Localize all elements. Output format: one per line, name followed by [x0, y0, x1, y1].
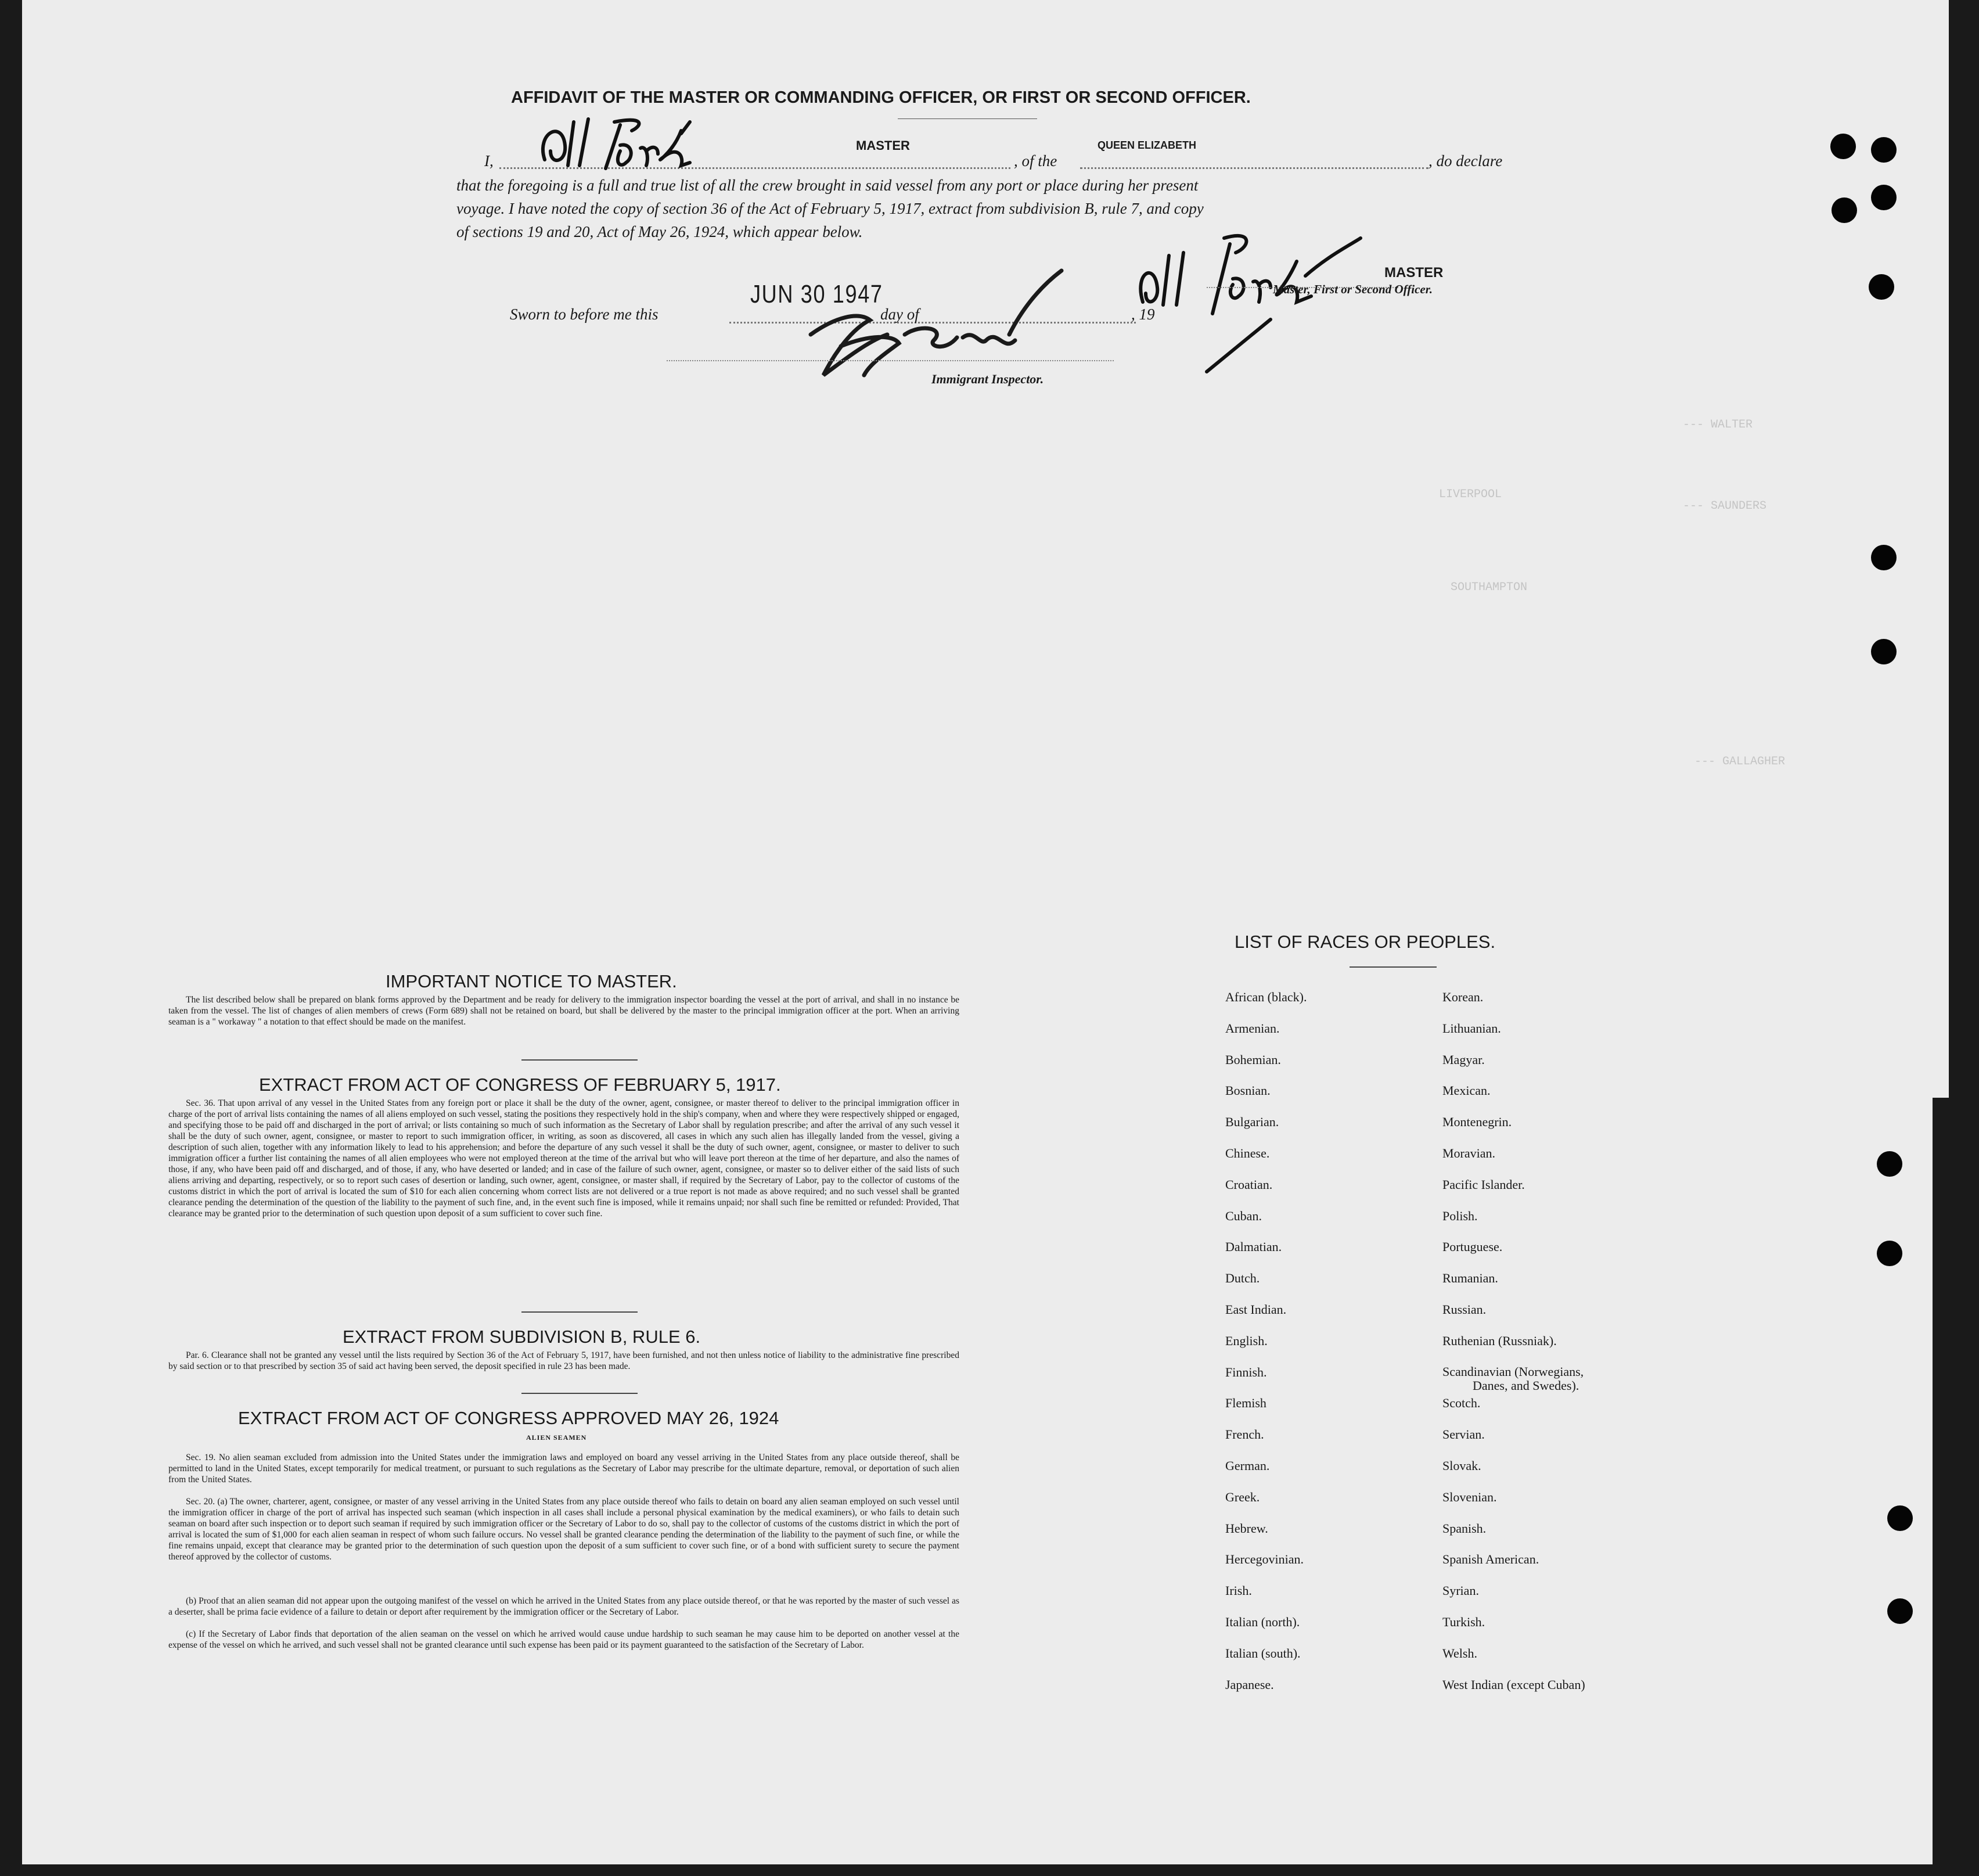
race-item: Italian (north). [1225, 1614, 1300, 1629]
race-item: East Indian. [1225, 1302, 1287, 1317]
extract-1917-text: Sec. 36. That upon arrival of any vessel in the United States from any foreign port or place it shall be the duty of the owner, agent, consignee, or master thereof to deliver to the principal immigration officer in charge of the port of arrival lists containing the names of all aliens employed on such vessel, stating the positions they respectively hold in the ship's company, when and where they were respectively shipped or engaged, and specifying those to be paid off and discharged in the port of arrival; or lists containing so much of such information as the Secretary of Labor shall by regulation prescribe; and after the arrival of any such vessel it shall be the duty of such owner, agent, consignee, or master to report to such immigration officer, in writing, as soon as discovered, all cases in which any such alien has illegally landed from the vessel, giving a description of such alien, together with any information likely to lead to his apprehension; and before the departure of any such vessel it shall be the duty of such owner, agent, consignee, or master to deliver to such immigration officer a further list containing the names of all alien employees who were not employed thereon at the time of the arrival but who will leave port thereon at the time of her departure, and also the names of those, if any, who have been paid off and discharged, and of those, if any, who have deserted or landed; and in case of the failure of such owner, agent, consignee, or master so to deliver either of the said lists of such aliens arriving and departing, respectively, or so to report such cases of desertion or landing, such owner, agent, consignee, or master shall, if required by the Secretary of Labor, pay to the collector of customs of the customs district in which the port of arrival is located the sum of $10 for each alien concerning whom correct lists are not delivered or a true report is not made as above required; and no such vessel shall be granted clearance pending the determination of the question of the liability to the payment of such fine, and, in the event such fine is imposed, while it remains unpaid; nor shall such fine be remitted or refunded: Provided, That clearance may be granted prior to the determination of such question upon deposit of a sum sufficient to cover such fine. [168, 1098, 959, 1219]
date-stamp: JUN 30 1947 [750, 280, 883, 308]
races-left-column [1225, 990, 1307, 1708]
punch-hole [1887, 1505, 1913, 1531]
race-item: Slovak. [1442, 1458, 1481, 1473]
race-item: Scotch. [1442, 1396, 1481, 1411]
extract-1917-title: EXTRACT FROM ACT OF CONGRESS OF FEBRUARY 5, 1917. [259, 1074, 781, 1095]
race-item: Rumanian. [1442, 1271, 1498, 1286]
page-edge-strip [1933, 1098, 1949, 1864]
do-declare-label: , do declare [1429, 152, 1503, 170]
race-item: Korean. [1442, 990, 1484, 1004]
punch-hole [1832, 197, 1857, 223]
race-item: Dalmatian. [1225, 1239, 1282, 1255]
race-item: Japanese. [1225, 1677, 1274, 1692]
race-item: Irish. [1225, 1583, 1252, 1598]
sec20a-text: Sec. 20. (a) The owner, charterer, agent, consignee, or master of any vessel arriving in the United States from any place outside thereof who fails to detain on board any alien seaman employed on such vessel until the immigration officer in charge of the port of arrival has inspected such seaman (which inspection in all cases shall include a personal physical examination by the medical examiners), or who fails to detain such seaman on board after such inspection or to deport such seaman if required by such immigration officer or the Secretary of Labor to do so, shall pay to the collector of customs of the customs district in which the port of arrival is located the sum of $1,000 for each alien seaman in respect of whom such failure occurs. No vessel shall be granted clearance pending the determination of the liability to the payment of such fine, or while the fine remains unpaid, except that clearance may be granted prior to the determination of such question upon the deposit of a sum sufficient to cover such fine, or of a bond with sufficient surety to secure the payment thereof approved by the collector of customs. [168, 1497, 959, 1562]
race-item: German. [1225, 1458, 1270, 1473]
race-item: Greek. [1225, 1489, 1260, 1504]
race-item: Slovenian. [1442, 1489, 1497, 1504]
of-the-label: , of the [1014, 152, 1057, 170]
sec20c-text: (c) If the Secretary of Labor finds that deportation of the alien seaman on the vessel on which he arrived would cause undue hardship to such seaman he may cause him to be deported on another vessel at the expense of the vessel on which he arrived, and such vessel shall not be granted clearance until such expense has been paid or its payment guaranteed to the satisfaction of the Secretary of Labor. [168, 1629, 959, 1650]
inspector-signature-line [667, 360, 1114, 361]
bleed-through-line: --- SAUNDERS [1683, 499, 1767, 513]
punch-hole [1869, 274, 1894, 300]
sec19-text: Sec. 19. No alien seaman excluded from admission into the United States under the immigration laws and employed on board any vessel arriving in the United States from any place outside thereof, shall be permitted to land in the United States, except temporarily for medical treatment, or pursuant to such regulations as the Secretary of Labor may prescribe for the ultimate departure, removal, or deportation of such alien from the United States. [168, 1453, 959, 1485]
inspector-signature [800, 265, 1073, 387]
notice-text: The list described below shall be prepared on blank forms approved by the Department and be ready for delivery to the immigration inspector boarding the vessel at the port of arrival, and shall in no instance be taken from the vessel. The list of changes of alien members of crews (Form 689) shall not be retained on board, but shall be delivered by the master to the principal immigration officer at the port. When an arriving seaman is a " workaway " a notation to that effect should be made on the manifest. [168, 995, 959, 1027]
punch-hole [1887, 1598, 1913, 1624]
race-item: Italian (south). [1225, 1645, 1301, 1661]
extract-1924-title: EXTRACT FROM ACT OF CONGRESS APPROVED MAY 26, 1924 [238, 1408, 779, 1428]
vessel-name: QUEEN ELIZABETH [1098, 139, 1197, 151]
race-item: Magyar. [1442, 1052, 1485, 1067]
vessel-name-line [1080, 167, 1429, 169]
race-item: Portuguese. [1442, 1239, 1503, 1255]
race-item: Cuban. [1225, 1208, 1262, 1223]
races-divider [1350, 966, 1437, 968]
affidavit-line-4: of sections 19 and 20, Act of May 26, 1924, which appear below. [456, 223, 863, 240]
master-signature [533, 110, 725, 180]
race-item: Chinese. [1225, 1145, 1270, 1160]
punch-hole [1830, 134, 1856, 159]
race-item: Montenegrin. [1442, 1115, 1512, 1130]
bleed-through-line: SOUTHAMPTON [1451, 581, 1528, 594]
race-item: French. [1225, 1427, 1264, 1442]
races-title: LIST OF RACES OR PEOPLES. [1235, 932, 1496, 952]
race-item: Croatian. [1225, 1177, 1273, 1192]
notice-title: IMPORTANT NOTICE TO MASTER. [386, 971, 677, 991]
race-item: Mexican. [1442, 1083, 1491, 1098]
punch-hole [1877, 1151, 1902, 1177]
bleed-through-line: LIVERPOOL [1439, 488, 1502, 501]
race-item-text: Scandinavian (Norwegians, [1442, 1364, 1584, 1379]
notice-divider [521, 1059, 638, 1061]
rule6-title: EXTRACT FROM SUBDIVISION B, RULE 6. [343, 1327, 701, 1347]
race-item: Spanish. [1442, 1521, 1487, 1536]
race-item: Pacific Islander. [1442, 1177, 1525, 1192]
race-item: Finnish. [1225, 1364, 1267, 1379]
race-item: Ruthenian (Russniak). [1442, 1333, 1557, 1348]
affidavit-i-label: I, [484, 152, 494, 170]
race-item: English. [1225, 1333, 1268, 1348]
punch-hole [1871, 639, 1897, 664]
race-item: Syrian. [1442, 1583, 1479, 1598]
punch-hole [1871, 185, 1897, 210]
inspector-caption: Immigrant Inspector. [931, 372, 1044, 386]
race-item: Welsh. [1442, 1645, 1477, 1661]
officer-signature [1131, 221, 1363, 378]
race-item: Bosnian. [1225, 1083, 1271, 1098]
rule6-text: Par. 6. Clearance shall not be granted any vessel until the lists required by Section 36 of the Act of February 5, 1917, have been furnished, and not then unless notice of liability to the administrative fine prescribed by said section or to that prescribed by section 35 of said act having been served, the deposit specified in rule 23 has been made. [168, 1350, 959, 1371]
punch-hole [1871, 137, 1897, 163]
bleed-through-line: --- GALLAGHER [1694, 755, 1786, 768]
race-item: Armenian. [1225, 1020, 1280, 1036]
race-item: Servian. [1442, 1427, 1485, 1442]
race-item: Polish. [1442, 1208, 1478, 1223]
race-item: Lithuanian. [1442, 1020, 1501, 1036]
officer-caption: Master, First or Second Officer. [1273, 282, 1433, 296]
race-item [1442, 1365, 1585, 1396]
form-page [22, 0, 1949, 1864]
punch-hole [1871, 545, 1897, 570]
sworn-label: Sworn to before me this [510, 306, 659, 323]
day-of-label: day of [880, 306, 919, 323]
race-item-continuation: Danes, and Swedes). [1473, 1378, 1579, 1393]
affidavit-title: AFFIDAVIT OF THE MASTER OR COMMANDING OFFICER, OR FIRST OR SECOND OFFICER. [511, 88, 1251, 107]
races-right-column [1442, 990, 1585, 1708]
race-item: Moravian. [1442, 1145, 1496, 1160]
race-item: Bohemian. [1225, 1052, 1281, 1067]
title-underline [898, 118, 1037, 119]
extract-1917-divider [521, 1311, 638, 1313]
master-title-typed: MASTER [856, 138, 910, 153]
year-label: , 19 [1131, 306, 1155, 323]
extract-1924-subtitle: ALIEN SEAMEN [526, 1433, 587, 1442]
race-item: Hebrew. [1225, 1521, 1268, 1536]
race-item: Spanish American. [1442, 1552, 1539, 1567]
race-item: Flemish [1225, 1396, 1266, 1411]
bleed-through-line: --- WALTER [1683, 418, 1753, 432]
race-item: Russian. [1442, 1302, 1487, 1317]
master-stamp: MASTER [1384, 265, 1444, 281]
rule6-divider [521, 1393, 638, 1394]
punch-hole [1877, 1241, 1902, 1266]
race-item: Bulgarian. [1225, 1115, 1279, 1130]
race-item: West Indian (except Cuban) [1442, 1677, 1585, 1692]
race-item: African (black). [1225, 990, 1307, 1004]
race-item: Hercegovinian. [1225, 1552, 1304, 1567]
affidavit-line-3: voyage. I have noted the copy of section 36 of the Act of February 5, 1917, extract from subdivision B, rule 7, and copy [456, 200, 1204, 217]
sec20b-text: (b) Proof that an alien seaman did not appear upon the outgoing manifest of the vessel on which he arrived in the United States from any place outside thereof, or that he was reported by the master of such vessel as a deserter, shall be prima facie evidence of a failure to detain or deport after requirement by the immigration officer or the Secretary of Labor. [168, 1596, 959, 1617]
race-item: Dutch. [1225, 1271, 1260, 1286]
race-item: Turkish. [1442, 1614, 1485, 1629]
affidavit-line-2: that the foregoing is a full and true list of all the crew brought in said vessel from any port or place during her present [456, 177, 1199, 194]
